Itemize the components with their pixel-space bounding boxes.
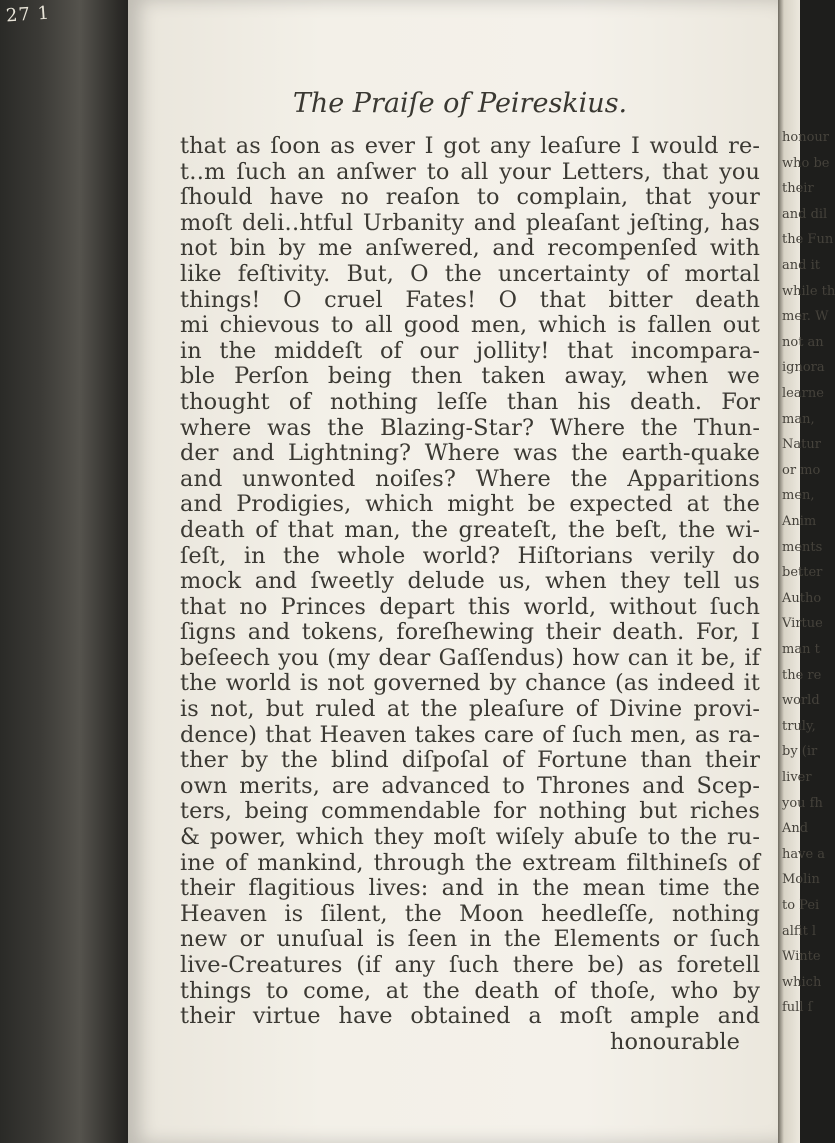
body-text xyxy=(180,134,760,1055)
text-line: Heaven is ſilent, the Moon heedleſſe, nothing xyxy=(180,900,760,927)
running-head: The Praiſe of Peireskius. xyxy=(292,88,628,119)
next-page-fragment: better xyxy=(782,565,823,581)
next-page-fragment: And xyxy=(782,821,809,837)
text-line: der and Lightning? Where was the earth-quake xyxy=(180,440,760,467)
next-page-fragment: honour xyxy=(782,130,829,145)
next-page-fragment: not an xyxy=(782,334,824,350)
text-line: new or unuſual is ſeen in the Elements or ſuch xyxy=(180,926,760,953)
text-line: ſeſt, in the whole world? Hiſtorians verily do xyxy=(180,542,760,569)
next-page-fragment: Anim xyxy=(782,514,817,529)
next-page-fragment: you fh xyxy=(782,795,823,811)
text-line: the world is not governed by chance (as indeed it xyxy=(180,670,760,697)
text-line: ſhould have no reaſon to complain, that your xyxy=(180,184,760,211)
next-page-fragment: Autho xyxy=(782,590,822,606)
text-line: like feſtivity. But, O the uncertainty of mortal xyxy=(180,260,760,287)
text-line: ble Perſon being then taken away, when we xyxy=(180,363,760,390)
text-line: & power, which they moſt wiſely abuſe to the ru- xyxy=(180,824,760,851)
next-page-fragment: alfit l xyxy=(782,923,817,939)
text-line: where was the Blazing-Star? Where the Thun- xyxy=(180,414,760,441)
next-page-fragment: ignora xyxy=(782,360,825,376)
next-page-fragment: man t xyxy=(782,642,820,657)
text-line: t‥m ſuch an anſwer to all your Letters, that you xyxy=(180,158,760,185)
text-line: mi chievous to all good men, which is fallen out xyxy=(180,312,760,339)
next-page-fragment: who be xyxy=(782,155,830,171)
next-page-fragment: Winte xyxy=(782,949,821,965)
next-page-fragment: which xyxy=(782,974,822,990)
next-page-fragment: and dil xyxy=(782,206,828,222)
next-page-fragment: men, xyxy=(782,488,815,504)
next-page-fragment: to Pei xyxy=(782,898,820,913)
text-line: their flagitious lives: and in the mean time the xyxy=(180,875,760,902)
text-line: ine of mankind, through the extream filthineſs of xyxy=(180,849,760,876)
text-line: that as ſoon as ever I got any leaſure I would re- xyxy=(180,133,760,159)
margin-marks: 27 1 xyxy=(5,2,51,27)
next-page-edge xyxy=(778,0,835,1143)
next-page-fragment: or mo xyxy=(782,462,821,478)
next-page-fragment: man, xyxy=(782,411,815,427)
book-page xyxy=(128,0,778,1143)
next-page-fragment: the re xyxy=(782,667,822,683)
text-line: death of that man, the greateſt, the beſt, the wi- xyxy=(180,516,760,543)
text-line: in the middeſt of our jollity! that incompara- xyxy=(180,337,760,364)
text-line: is not, but ruled at the pleaſure of Divine provi- xyxy=(180,696,760,723)
text-line: mock and ſweetly delude us, when they tell us xyxy=(180,568,760,595)
next-page-fragment: Natur xyxy=(782,437,821,453)
catchword: honourable xyxy=(609,1028,740,1055)
text-line: beſeech you (my dear Gaſſendus) how can it be, if xyxy=(180,644,760,671)
next-page-fragment: have a xyxy=(782,846,826,862)
text-line: thought of nothing leſſe than his death. For xyxy=(180,388,760,415)
next-page-fragment: truly, xyxy=(782,718,816,734)
next-page-fragment: and it xyxy=(782,258,820,273)
text-line: things! O cruel Fates! O that bitter death xyxy=(180,286,760,313)
text-line: dence) that Heaven takes care of ſuch men, as ra- xyxy=(180,721,760,748)
next-page-fragment: by (ir xyxy=(782,744,818,760)
text-line: not bin by me anſwered, and recompenſed with xyxy=(180,235,760,262)
next-page-fragment: learne xyxy=(782,386,824,401)
text-line: things to come, at the death of thoſe, who by xyxy=(180,977,760,1004)
text-line: that no Princes depart this world, without ſuch xyxy=(180,593,760,620)
text-line: own merits, are advanced to Thrones and Scep- xyxy=(180,772,760,799)
text-line: ther by the blind diſpoſal of Fortune than their xyxy=(180,747,760,774)
text-line: moſt deli‥htful Urbanity and pleaſant jeſting, has xyxy=(180,209,760,236)
text-line: their virtue have obtained a moſt ample and xyxy=(180,1003,760,1030)
next-page-fragment: world xyxy=(782,693,820,709)
next-page-fragment: the Fun xyxy=(782,232,834,248)
text-line: ters, being commendable for nothing but riches xyxy=(180,798,760,825)
text-line: live-Creatures (if any ſuch there be) as foretell xyxy=(180,952,760,978)
next-page-fragment: their xyxy=(782,181,814,197)
next-page-fragment: full ſ xyxy=(782,1000,813,1016)
next-page-fragment: Virtue xyxy=(782,616,823,632)
next-page-fragment: mer. W xyxy=(782,309,829,325)
text-line: and Prodigies, which might be expected at the xyxy=(180,491,760,518)
next-page-fragment: ments xyxy=(782,539,823,555)
text-line: and unwonted noiſes? Where the Apparitions xyxy=(180,465,760,492)
next-page-fragment: liver xyxy=(782,770,812,785)
next-page-fragment: Molin xyxy=(782,872,820,888)
next-page-fragment: while th xyxy=(782,283,835,299)
text-line: ſigns and tokens, foreſhewing their death. For, I xyxy=(180,619,760,646)
